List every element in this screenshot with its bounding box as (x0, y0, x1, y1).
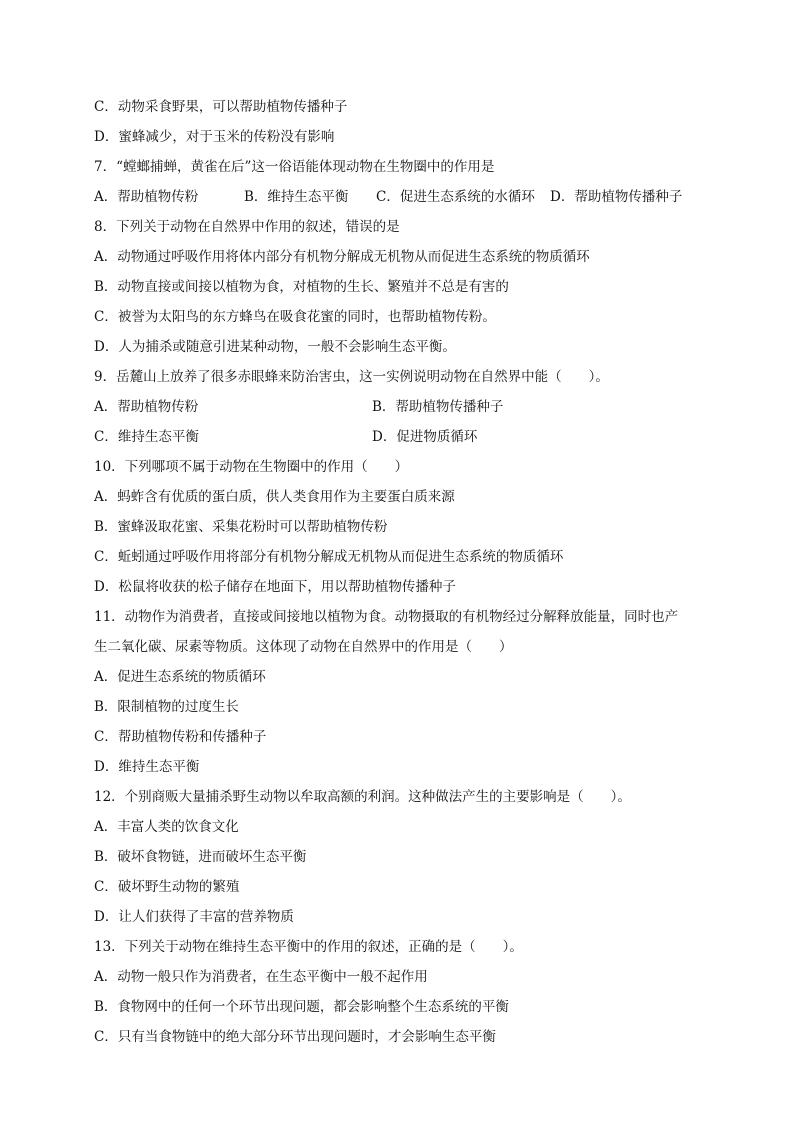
option-12d: D．让人们获得了丰富的营养物质 (94, 909, 294, 925)
option-11d: D．维持生态平衡 (94, 759, 200, 775)
option-13a: A．动物一般只作为消费者，在生态平衡中一般不起作用 (94, 969, 428, 985)
option-11b: B．限制植物的过度生长 (94, 699, 239, 715)
option-8d: D．人为捕杀或随意引进某种动物，一般不会影响生态平衡。 (94, 339, 456, 355)
option-8c: C．被誉为太阳鸟的东方蜂鸟在吸食花蜜的同时，也帮助植物传粉。 (94, 309, 496, 325)
option-9a: A．帮助植物传粉 (94, 399, 199, 415)
option-8a: A．动物通过呼吸作用将体内部分有机物分解成无机物从而促进生态系统的物质循环 (94, 249, 590, 265)
question-8: 8．下列关于动物在自然界中作用的叙述，错误的是 (94, 219, 400, 235)
question-10: 10．下列哪项不属于动物在生物圈中的作用（ ） (94, 459, 409, 475)
option-12b: B．破坏食物链，进而破坏生态平衡 (94, 849, 307, 865)
option-10d: D．松鼠将收获的松子储存在地面下，用以帮助植物传播种子 (94, 579, 456, 595)
option-11c: C．帮助植物传粉和传播种子 (94, 729, 267, 745)
question-9: 9．岳麓山上放养了很多赤眼蜂来防治害虫，这一实例说明动物在自然界中能（ ）。 (94, 369, 609, 385)
option-12a: A．丰富人类的饮食文化 (94, 819, 239, 835)
option-12c: C．破坏野生动物的繁殖 (94, 879, 240, 895)
option-10a: A．蚂蚱含有优质的蛋白质，供人类食用作为主要蛋白质来源 (94, 489, 455, 505)
question-11-line-2: 生二氧化碳、尿素等物质。这体现了动物在自然界中的作用是（ ） (94, 639, 513, 655)
option-9c: C．维持生态平衡 (94, 429, 199, 445)
option-11a: A．促进生态系统的物质循环 (94, 669, 266, 685)
option-9b: B．帮助植物传播种子 (372, 399, 504, 415)
question-13: 13．下列关于动物在维持生态平衡中的作用的叙述，正确的是（ ）。 (94, 939, 523, 955)
option-6d: D．蜜蜂减少，对于玉米的传粉没有影响 (94, 129, 335, 145)
option-10c: C．蚯蚓通过呼吸作用将部分有机物分解成无机物从而促进生态系统的物质循环 (94, 549, 564, 565)
option-6c: C．动物采食野果，可以帮助植物传播种子 (94, 99, 348, 115)
option-7c: C．促进生态系统的水循环 (376, 189, 535, 205)
option-7d: D．帮助植物传播种子 (550, 189, 683, 205)
option-7a: A．帮助植物传粉 (94, 189, 199, 205)
question-12: 12．个别商贩大量捕杀野生动物以牟取高额的利润。这种做法产生的主要影响是（ ）。 (94, 789, 631, 805)
option-9d: D．促进物质循环 (372, 429, 478, 445)
option-10b: B．蜜蜂汲取花蜜、采集花粉时可以帮助植物传粉 (94, 519, 388, 535)
option-7b: B．维持生态平衡 (244, 189, 349, 205)
option-8b: B．动物直接或间接以植物为食，对植物的生长、繁殖并不总是有害的 (94, 279, 509, 295)
option-13b: B．食物网中的任何一个环节出现问题，都会影响整个生态系统的平衡 (94, 999, 509, 1015)
question-11-line-1: 11．动物作为消费者，直接或间接地以植物为食。动物摄取的有机物经过分解释放能量，同时也产 (94, 609, 679, 625)
option-13c: C．只有当食物链中的绝大部分环节出现问题时，才会影响生态平衡 (94, 1029, 496, 1045)
question-7: 7．“螳螂捕蝉，黄雀在后”这一俗语能体现动物在生物圈中的作用是 (94, 159, 495, 175)
